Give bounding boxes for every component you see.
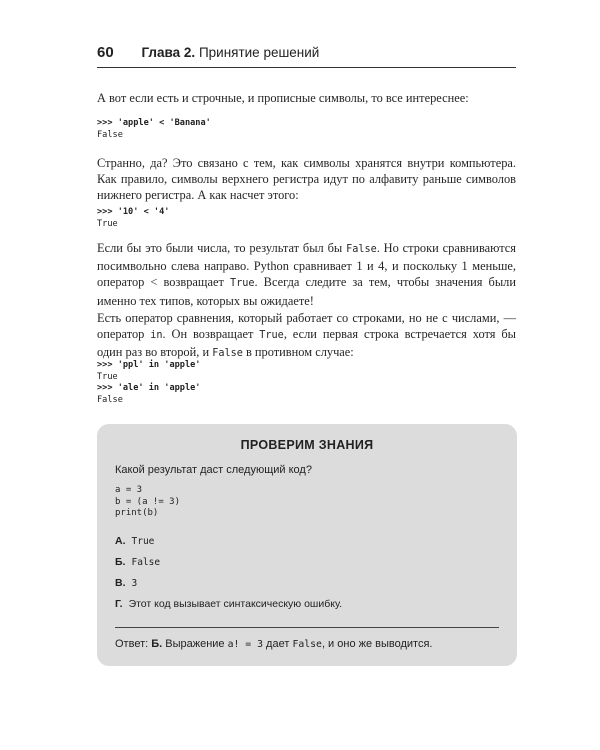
option-text: 3 bbox=[131, 578, 138, 589]
paragraph-text: А вот если есть и строчные, и прописные символы, то все интереснее: bbox=[97, 91, 469, 105]
option-text: False bbox=[131, 557, 161, 568]
text-run: . Всегда следите за тем, чтобы значения были именно тех типов, которых вы ожидаете! bbox=[97, 275, 516, 308]
quiz-code bbox=[115, 485, 180, 520]
code-expression: 'ppl' in 'apple' bbox=[117, 360, 201, 370]
paragraph-text bbox=[97, 310, 516, 363]
quiz-code-line: b = (a != 3) bbox=[115, 496, 181, 507]
paragraph-4 bbox=[97, 310, 516, 363]
paragraph-3 bbox=[97, 240, 516, 309]
chapter-label: Глава 2. bbox=[141, 45, 196, 60]
inline-code-false: False bbox=[212, 348, 243, 360]
code-result: True bbox=[97, 218, 118, 229]
code-expression: '10' < '4' bbox=[117, 207, 170, 217]
text-run: Если бы это были числа, то результат был бы bbox=[97, 241, 347, 255]
header-rule bbox=[97, 67, 516, 68]
option-text: Этот код вызывает синтаксическую ошибку. bbox=[128, 598, 343, 610]
code-expression: 'apple' < 'Banana' bbox=[117, 118, 211, 128]
quiz-option-c bbox=[115, 577, 137, 589]
text-run: Есть оператор сравнения, который работает со строками, но не с числами, — оператор bbox=[97, 311, 516, 342]
chapter-title: Принятие решений bbox=[198, 45, 320, 60]
code-example-2 bbox=[97, 207, 516, 230]
option-letter: Б. bbox=[115, 556, 126, 568]
code-block bbox=[97, 207, 516, 230]
paragraph-2 bbox=[97, 155, 516, 204]
quiz-question: Какой результат даст следующий код? bbox=[115, 464, 312, 476]
quiz-code-line: a = 3 bbox=[115, 485, 143, 495]
code-example-1 bbox=[97, 118, 516, 141]
code-prompt: >>> bbox=[97, 207, 118, 217]
paragraph-text: Странно, да? Это связано с тем, как символы хранятся внутри компьютера. Как правило, символы верхнего регистра идут по алфавиту раньше символов нижнего регистра. А как насчет этого: bbox=[97, 156, 516, 203]
code-expression: 'ale' in 'apple' bbox=[117, 383, 201, 393]
inline-code-false: False bbox=[292, 639, 322, 650]
code-result: False bbox=[97, 394, 123, 405]
quiz-code-line: print(b) bbox=[115, 508, 159, 518]
code-example-3 bbox=[97, 360, 516, 406]
text-run: , если первая строка встречается хотя бы один раз во второй, и bbox=[97, 327, 516, 360]
option-letter: Г. bbox=[115, 598, 123, 610]
text-run: . Но строки сравниваются посимвольно слева направо. Python сравнивает 1 и 4, и поскольку 1 меньше, оператор < возвращает bbox=[97, 241, 516, 290]
code-prompt: >>> bbox=[97, 118, 118, 128]
quiz-option-d bbox=[115, 598, 342, 610]
text-run: . Он возвращает bbox=[162, 327, 260, 342]
answer-letter: Б. bbox=[151, 638, 163, 650]
quiz-divider bbox=[115, 627, 499, 628]
quiz-answer bbox=[115, 638, 505, 650]
text-run: в противном случае: bbox=[242, 345, 354, 360]
inline-code-false: False bbox=[346, 244, 377, 255]
option-letter: В. bbox=[115, 577, 126, 589]
text-run: дает bbox=[262, 638, 293, 650]
quiz-option-b bbox=[115, 556, 160, 568]
inline-code-true: True bbox=[229, 278, 255, 290]
text-run: , и оно же выводится. bbox=[321, 638, 433, 650]
inline-code-true: True bbox=[259, 330, 284, 342]
code-result: False bbox=[97, 129, 123, 140]
code-prompt: >>> bbox=[97, 383, 118, 393]
quiz-box bbox=[97, 424, 517, 666]
quiz-option-a bbox=[115, 535, 154, 547]
quiz-title: ПРОВЕРИМ ЗНАНИЯ bbox=[240, 438, 374, 452]
answer-label: Ответ: bbox=[115, 638, 152, 650]
inline-code-expression: a! = 3 bbox=[227, 639, 263, 650]
text-run: Выражение bbox=[162, 638, 228, 650]
code-prompt: >>> bbox=[97, 360, 118, 370]
code-result: True bbox=[97, 371, 118, 382]
code-block bbox=[97, 360, 516, 406]
page-number: 60 bbox=[97, 44, 114, 61]
option-letter: А. bbox=[115, 535, 126, 547]
paragraph-text bbox=[97, 240, 516, 309]
running-header bbox=[97, 44, 515, 62]
paragraph-1 bbox=[97, 90, 516, 106]
code-block bbox=[97, 118, 516, 141]
inline-code-in: in bbox=[150, 330, 163, 342]
option-text: True bbox=[131, 536, 155, 547]
